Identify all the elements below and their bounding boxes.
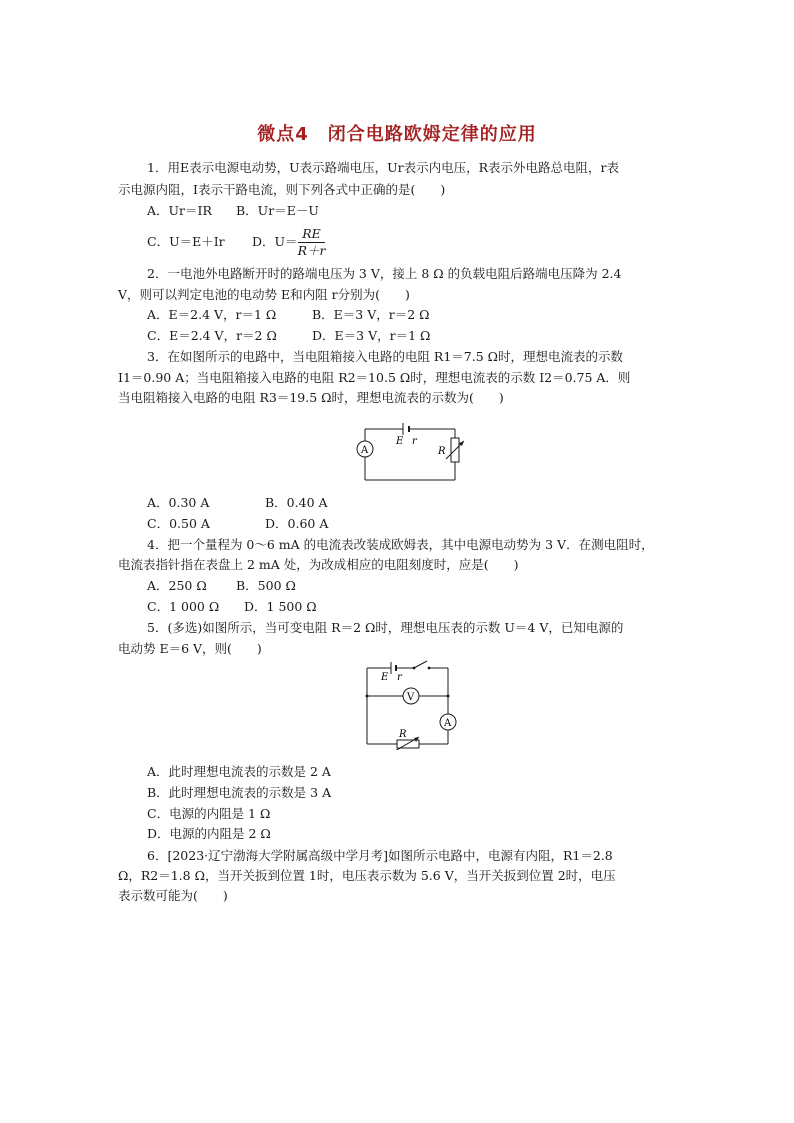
q6-line-1: 6．[2023·辽宁渤海大学附属高级中学月考]如图所示电路中，电源有内阻，R1＝2.8 xyxy=(147,848,613,863)
q3-line-2: I1＝0.90 A；当电阻箱接入电路的电阻 R2＝10.5 Ω时，理想电流表的示数 I2＝0.75 A．则 xyxy=(118,370,631,385)
q3-line-3: 当电阻箱接入电路的电阻 R3＝19.5 Ω时，理想电流表的示数为( ) xyxy=(118,390,504,405)
q3-option-d: D．0.60 A xyxy=(265,516,329,531)
page-title: 微点4 闭合电路欧姆定律的应用 xyxy=(257,124,537,145)
q2-option-c: C．E＝2.4 V，r＝2 Ω xyxy=(147,328,277,343)
q3-option-a: A．0.30 A xyxy=(147,495,210,510)
q1-line-1: 1．用E表示电源电动势，U表示路端电压，Ur表示内电压，R表示外电路总电阻，r表 xyxy=(147,160,620,175)
q4-line-2: 电流表指针指在表盘上 2 mA 处，为改成相应的电阻刻度时，应是( ) xyxy=(118,557,519,572)
q1-line-2: 示电源内阻，I表示干路电流，则下列各式中正确的是( ) xyxy=(118,182,446,197)
switch-icon xyxy=(414,661,427,668)
q5-circuit-diagram xyxy=(355,658,465,750)
q5-option-a: A．此时理想电流表的示数是 2 A xyxy=(147,764,331,779)
q3-fig-label-r-box: R xyxy=(438,446,446,457)
q1-option-c: C．U＝E＋Ir xyxy=(147,234,225,249)
q4-option-d: D．1 500 Ω xyxy=(244,599,317,614)
q1-option-d-fraction xyxy=(298,226,326,259)
q5-option-c: C．电源的内阻是 1 Ω xyxy=(147,806,271,821)
q5-option-b: B．此时理想电流表的示数是 3 A xyxy=(147,785,332,800)
q4-option-c: C．1 000 Ω xyxy=(147,599,220,614)
q3-fig-label-r: r xyxy=(412,436,417,447)
fraction-denominator: R＋r xyxy=(297,243,326,258)
q5-fig-label-e: E xyxy=(381,672,389,683)
q1-option-d-prefix: D．U＝ xyxy=(252,234,298,249)
q3-option-c: C．0.50 A xyxy=(147,516,210,531)
q2-option-a: A．E＝2.4 V，r＝1 Ω xyxy=(147,307,277,322)
q3-fig-label-a: A xyxy=(361,445,369,456)
q1-option-a: A．Ur＝IR xyxy=(147,203,212,218)
q1-option-b: B．Ur＝E－U xyxy=(236,203,319,218)
q4-option-a: A．250 Ω xyxy=(147,578,207,593)
q4-line-1: 4．把一个量程为 0～6 mA 的电流表改装成欧姆表，其中电源电动势为 3 V．在测电阻时， xyxy=(147,537,654,552)
q6-line-2: Ω，R2＝1.8 Ω，当开关扳到位置 1时，电压表示数为 5.6 V，当开关扳到位置 2时，电压 xyxy=(118,868,616,883)
q2-option-d: D．E＝3 V，r＝1 Ω xyxy=(312,328,431,343)
q5-fig-label-a: A xyxy=(444,718,452,729)
q5-fig-label-r: r xyxy=(397,672,402,683)
fraction-numerator: RE xyxy=(298,226,326,243)
q2-option-b: B．E＝3 V，r＝2 Ω xyxy=(312,307,430,322)
q1-option-d xyxy=(252,222,325,262)
q2-line-1: 2．一电池外电路断开时的路端电压为 3 V，接上 8 Ω 的负载电阻后路端电压降为 2.4 xyxy=(147,266,622,281)
q3-line-1: 3．在如图所示的电路中，当电阻箱接入电路的电阻 R1＝7.5 Ω时，理想电流表的示数 xyxy=(147,349,624,364)
q3-option-b: B．0.40 A xyxy=(265,495,328,510)
q5-option-d: D．电源的内阻是 2 Ω xyxy=(147,826,271,841)
q5-fig-label-r-box: R xyxy=(399,729,407,740)
q3-circuit-diagram xyxy=(350,410,470,485)
q4-option-b: B．500 Ω xyxy=(236,578,296,593)
q5-fig-label-v: V xyxy=(407,692,415,703)
q6-line-3: 表示数可能为( ) xyxy=(118,888,228,903)
q5-line-1: 5．(多选)如图所示，当可变电阻 R＝2 Ω时，理想电压表的示数 U＝4 V，已知电源的 xyxy=(147,620,624,635)
q2-line-2: V，则可以判定电池的电动势 E和内阻 r分别为( ) xyxy=(118,287,410,302)
q5-line-2: 电动势 E＝6 V，则( ) xyxy=(118,641,262,656)
q3-fig-label-e: E xyxy=(396,436,404,447)
